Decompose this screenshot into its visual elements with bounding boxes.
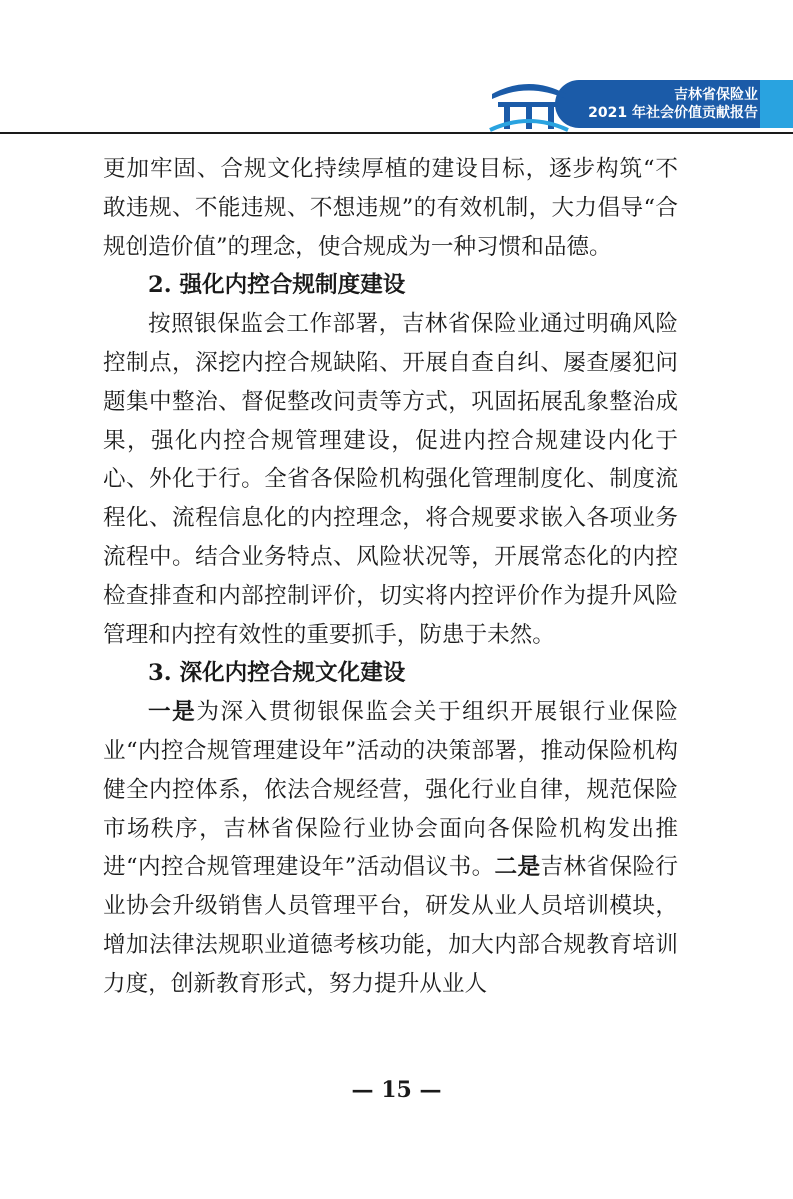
header-banner-cap	[760, 80, 793, 128]
page-header	[0, 0, 793, 140]
lead-phrase-first: 一是	[148, 699, 197, 726]
section-heading-internal-control-system: 2. 强化内控合规制度建设	[148, 272, 406, 299]
paragraph-internal-control-system: 按照银保监会工作部署，吉林省保险业通过明确风险控制点，深挖内控合规缺陷、开展自查自纠、屡查屡犯问题集中整治、督促整改问责等方式，巩固拓展乱象整治成果，强化内控合规管理建设，促进内控合规建设内化于心、外化于行。全省各保险机构强化管理制度化、制度流程化、流程信息化的内控理念，将合规要求嵌入各项业务流程中。结合业务特点、风险状况等，开展常态化的内控检查排查和内部控制评价，切实将内控评价作为提升风险管理和内控有效性的重要抓手，防患于未然。	[103, 311, 678, 648]
page-number: — 15 —	[351, 1077, 442, 1103]
report-title	[562, 86, 758, 122]
section-heading-compliance-culture: 3. 深化内控合规文化建设	[148, 660, 406, 687]
paragraph-text-second: 吉林省保险行业协会升级销售人员管理平台，研发从业人员培训模块，增加法律法规职业道德考核功能，加大内部合规教育培训力度，创新教育形式，努力提升从业人	[103, 854, 679, 997]
gate-arch-logo-icon	[488, 72, 570, 132]
lead-phrase-second: 二是	[494, 854, 541, 881]
main-content	[103, 150, 678, 1004]
paragraph-text-first: 为深入贯彻银保监会关于组织开展银行业保险业“内控合规管理建设年”活动的决策部署，推动保险机构健全内控体系，依法合规经营，强化行业自律，规范保险市场秩序，吉林省保险行业协会面向各保险机构发出推进“内控合规管理建设年”活动倡议书。	[103, 699, 679, 881]
paragraph-compliance-goal: 更加牢固、合规文化持续厚植的建设目标，逐步构筑“不敢违规、不能违规、不想违规”的有效机制，大力倡导“合规创造价值”的理念，使合规成为一种习惯和品德。	[103, 156, 678, 260]
paragraph-compliance-culture	[103, 693, 678, 1003]
header-divider	[0, 132, 793, 134]
report-title-line1: 吉林省保险业	[674, 87, 758, 103]
report-title-line2: 2021 年社会价值贡献报告	[588, 105, 758, 121]
